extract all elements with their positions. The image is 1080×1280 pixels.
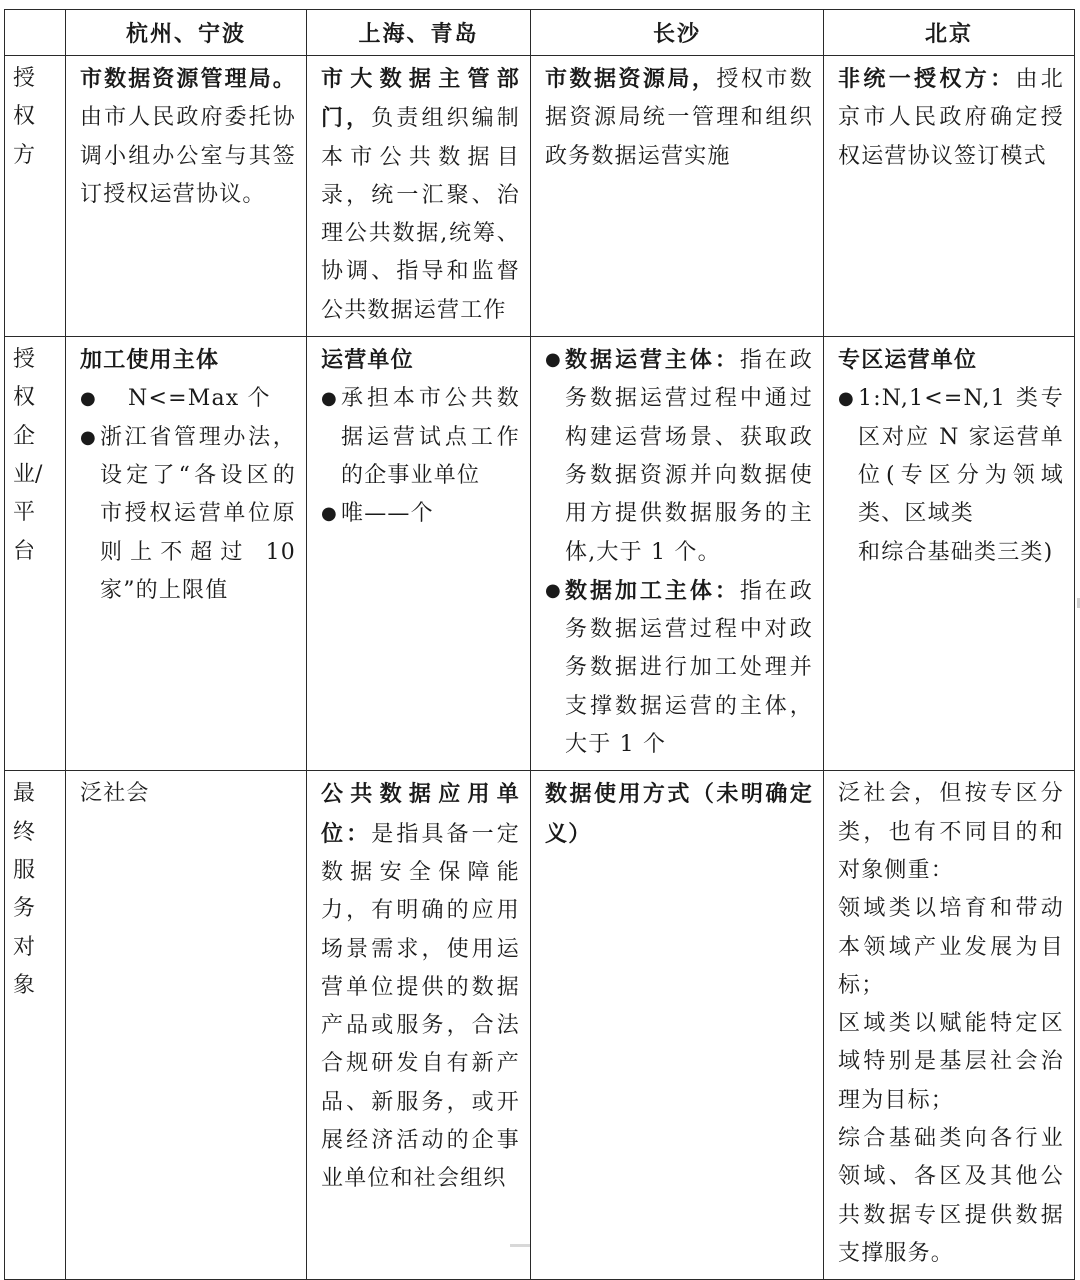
- cell-bold-text: 数据运营主体：: [565, 347, 740, 374]
- cell-bj-enterprise: [824, 337, 1075, 771]
- cell-text: 由北京市人民政府确定授权运营协议签订模式: [838, 67, 1065, 169]
- cell-text: 负责组织编制本市公共数据目录，统一汇聚、治理公共数据,统筹、协调、指导和监督公共数据运营工作: [321, 106, 520, 323]
- cell-cs-target: [531, 771, 824, 1280]
- row-label-char: 最: [13, 781, 36, 807]
- cell-paragraph: 区域类以赋能特定区域特别是基层社会治理为目标；: [838, 1011, 1064, 1113]
- cell-title: 运营单位: [321, 347, 414, 374]
- list-item: ● 唯——个: [321, 495, 520, 533]
- row-label-char: 权: [13, 385, 36, 411]
- row-label-char: 台: [13, 538, 36, 564]
- cell-hz-target: [66, 771, 307, 1280]
- cell-bold-text: 数据使用方式（未明确定义）: [545, 781, 813, 847]
- cell-text: 和综合基础类三类): [858, 539, 1054, 565]
- cell-paragraph: 综合基础类向各行业领域、各区及其他公共数据专区提供数据支撑服务。: [838, 1126, 1064, 1266]
- cell-title: 加工使用主体: [80, 347, 220, 374]
- cell-sh-enterprise: [307, 337, 531, 771]
- bullet-list: [545, 341, 813, 764]
- row-label-char: 终: [13, 819, 36, 845]
- cell-hz-authorizer: [66, 56, 307, 337]
- table-row: [5, 337, 1075, 771]
- bullet-list: [838, 380, 1064, 533]
- row-label-authorizer: [5, 56, 66, 337]
- cell-text: 授权市数据资源局统一管理和组织政务数据运营实施: [545, 67, 813, 169]
- table-row: [5, 771, 1075, 1280]
- bullet-list: [321, 380, 520, 533]
- row-label-char: 授: [13, 66, 36, 91]
- header-beijing: 北京: [824, 10, 1075, 56]
- header-shanghai-qingdao: 上海、青岛: [307, 10, 531, 56]
- list-item: ● N<=Max 个: [80, 380, 296, 418]
- row-label-char: 象: [13, 972, 36, 998]
- list-item: ● 浙江省管理办法，设定了“各设区的市授权运营单位原则上不超过 10 家”的上限值: [80, 419, 296, 610]
- cell-bold-text: 市大数据主管部门，: [321, 66, 520, 132]
- row-label-char: 务: [13, 896, 36, 922]
- cell-bold-text: 公共数据应用单位：: [321, 781, 520, 847]
- cell-cs-authorizer: [531, 56, 824, 337]
- list-item: [545, 572, 813, 764]
- cell-text: 泛社会: [80, 781, 150, 807]
- header-changsha: 长沙: [531, 10, 824, 56]
- scan-artifact: [510, 1244, 530, 1247]
- cell-paragraph: 泛社会，但按专区分类，也有不同目的和对象侧重：: [838, 781, 1064, 883]
- cell-sh-target: [307, 771, 531, 1280]
- cell-text: 是指具备一定数据安全保障能力，有明确的应用场景需求，使用运营单位提供的数据产品或服务，合法合规研发自有新产品、新服务，或开展经济活动的企事业单位和社会组织: [321, 821, 520, 1192]
- row-label-authorized-enterprise: [5, 337, 66, 771]
- row-label-char: 对: [13, 934, 36, 960]
- cell-text: 由市人民政府委托协调小组办公室与其签订授权运营协议。: [80, 105, 296, 207]
- cell-hz-enterprise: [66, 337, 307, 771]
- list-item: ● 1:N,1<=N,1 类专区对应 N 家运营单位(专区分为领域类、区域类: [838, 380, 1064, 533]
- cell-bj-authorizer: [824, 56, 1075, 337]
- cell-bold-text: 市数据资源管理局。: [80, 66, 296, 92]
- list-item: ● 承担本市公共数据运营试点工作的企事业单位: [321, 380, 520, 495]
- row-label-char: 业/: [13, 461, 43, 487]
- cell-paragraph: 领域类以培育和带动本领域产业发展为目标；: [838, 896, 1064, 998]
- header-hangzhou-ningbo: 杭州、宁波: [66, 10, 307, 56]
- row-label-char: 授: [13, 347, 36, 373]
- row-label-final-service-target: [5, 771, 66, 1280]
- cell-bold-text: 市数据资源局，: [545, 66, 717, 92]
- cell-sh-authorizer: [307, 56, 531, 337]
- cell-text: 指在政务数据运营过程中对政务数据进行加工处理并支撑数据运营的主体，大于 1 个: [565, 578, 813, 758]
- table-row: [5, 56, 1075, 337]
- header-empty-cell: [5, 10, 66, 56]
- header-row: [5, 10, 1075, 56]
- row-label-char: 平: [13, 500, 36, 526]
- row-label-char: 权: [13, 104, 36, 130]
- cell-cs-enterprise: [531, 337, 824, 771]
- row-label-char: 服: [13, 857, 36, 883]
- list-item: [545, 341, 813, 572]
- comparison-table: [4, 9, 1075, 1280]
- row-label-char: 方: [13, 142, 36, 168]
- row-label-char: 企: [13, 423, 36, 449]
- cell-bold-text: 数据加工主体：: [565, 577, 740, 604]
- cell-bj-target: [824, 771, 1075, 1280]
- cell-text: 指在政务数据运营过程中通过构建运营场景、获取政务数据资源并向数据使用方提供数据服务的主体,大于 1 个。: [565, 348, 813, 565]
- cell-bold-text: 非统一授权方：: [838, 66, 1016, 92]
- bullet-list: [80, 380, 296, 610]
- cell-title: 专区运营单位: [838, 347, 978, 374]
